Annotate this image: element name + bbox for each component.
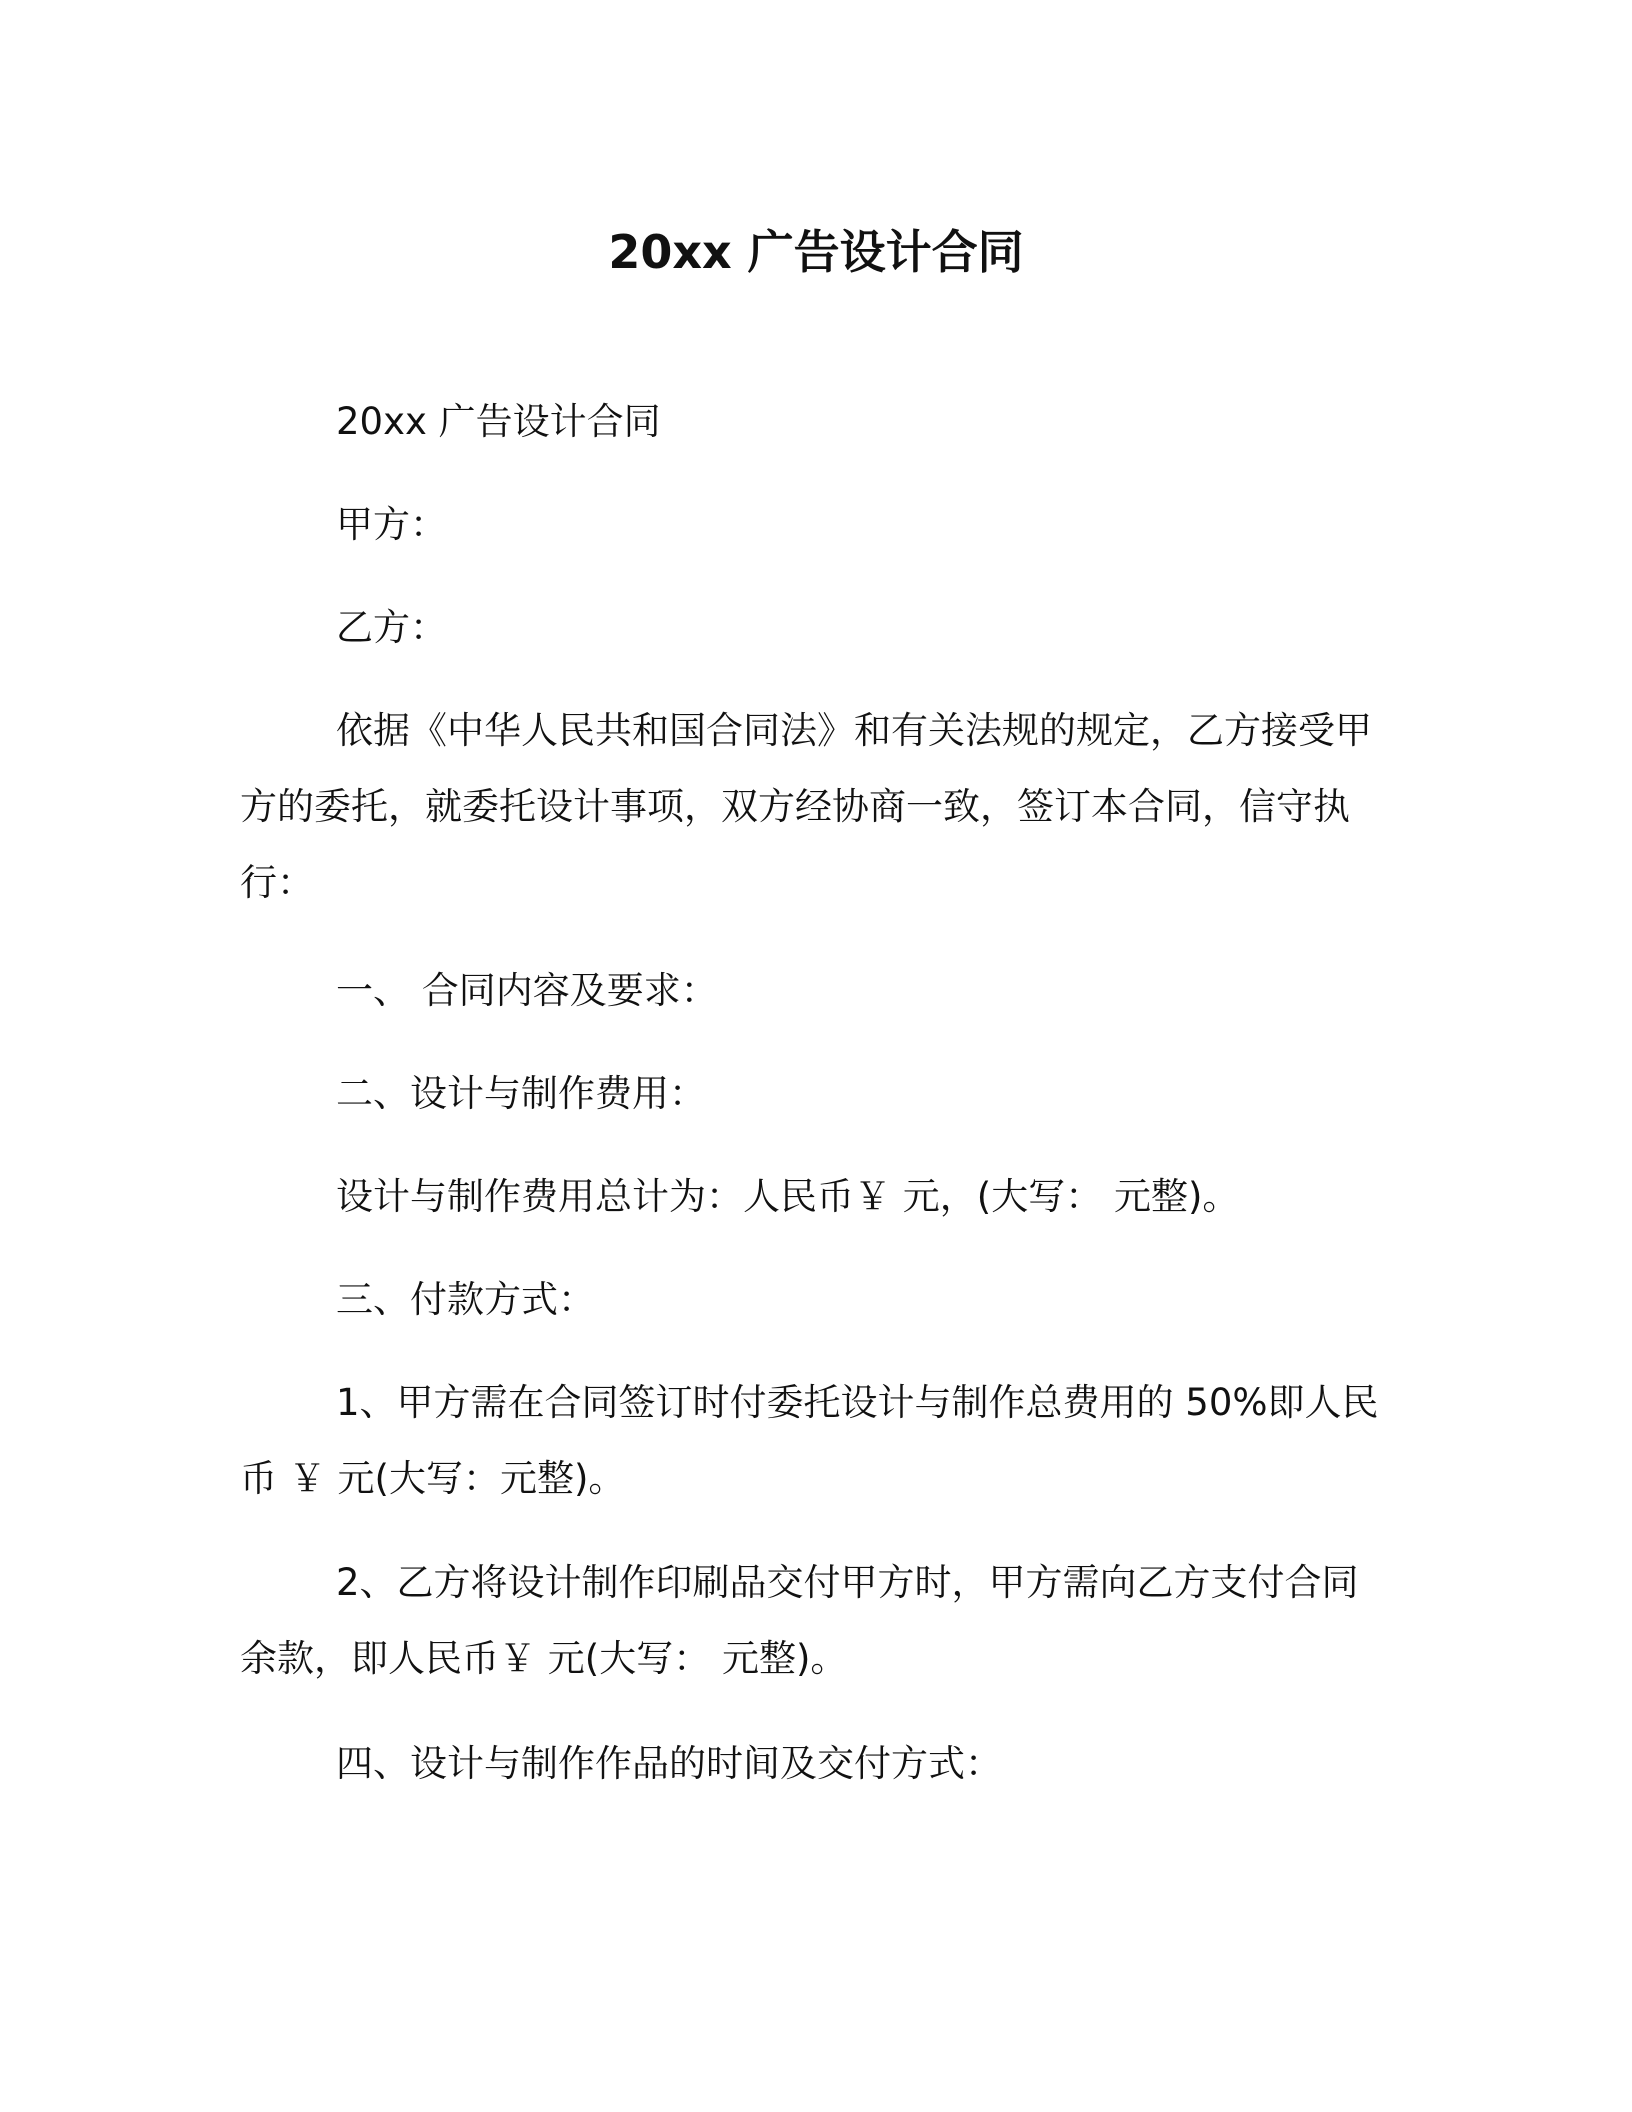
payment-clause-2-line2: 余款，即人民币￥ 元(大写： 元整)。 <box>240 1637 848 1680</box>
section-heading-3: 三、付款方式： <box>336 1278 595 1321</box>
payment-clause-1-line2: 币 ￥ 元(大写：元整)。 <box>240 1457 626 1500</box>
party-b-line: 乙方： <box>336 606 447 649</box>
section-heading-2: 二、设计与制作费用： <box>336 1072 706 1115</box>
payment-clause-1-line1: 1、甲方需在合同签订时付委托设计与制作总费用的 50%即人民 <box>336 1381 1379 1424</box>
intro-paragraph-line1: 依据《中华人民共和国合同法》和有关法规的规定，乙方接受甲 <box>336 709 1372 752</box>
party-a-line: 甲方： <box>336 503 447 546</box>
intro-paragraph-line3: 行： <box>240 861 314 904</box>
section-heading-1: 一、 合同内容及要求： <box>336 969 718 1012</box>
section-heading-4: 四、设计与制作作品的时间及交付方式： <box>336 1742 1002 1785</box>
document-title: 20xx 广告设计合同 <box>608 225 1024 279</box>
fee-total-paragraph: 设计与制作费用总计为：人民币￥ 元，(大写： 元整)。 <box>336 1175 1240 1218</box>
subtitle-paragraph: 20xx 广告设计合同 <box>336 400 661 443</box>
payment-clause-2-line1: 2、乙方将设计制作印刷品交付甲方时，甲方需向乙方支付合同 <box>336 1561 1359 1604</box>
intro-paragraph-line2: 方的委托，就委托设计事项，双方经协商一致，签订本合同，信守执 <box>240 785 1350 828</box>
